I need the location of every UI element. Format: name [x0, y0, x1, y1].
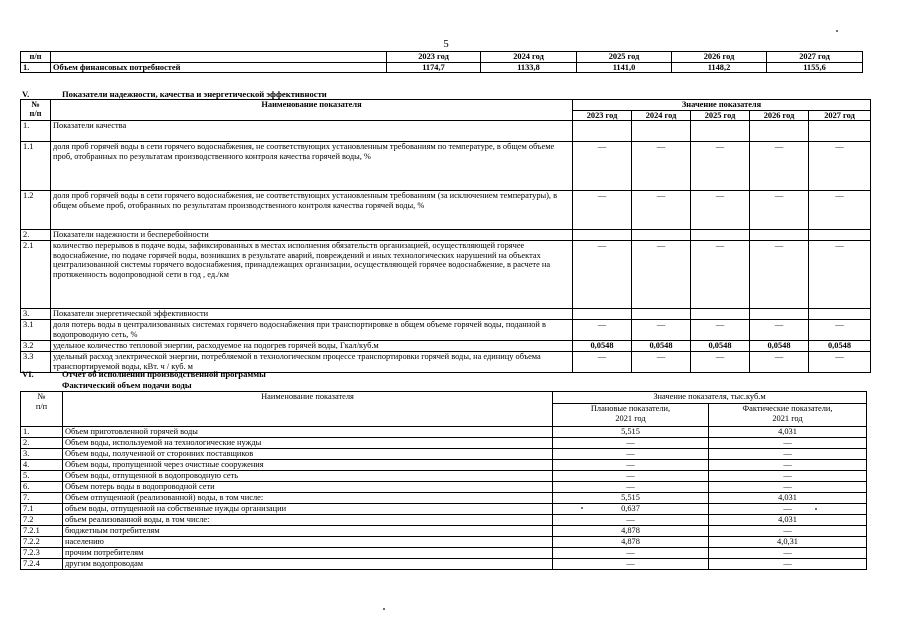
- col-name-header: Наименование показателя: [51, 100, 573, 121]
- section5-number: V.: [22, 89, 30, 99]
- quality-table-row: [21, 230, 871, 241]
- section6-title: Отчет об исполнении производственной программы: [62, 369, 266, 379]
- indicator-value: —: [632, 191, 691, 230]
- row-number: 7.2.2: [21, 537, 63, 548]
- finance-header-row: [21, 52, 863, 63]
- indicator-name: бюджетным потребителям: [63, 526, 553, 537]
- plan-value: 5,515: [553, 427, 709, 438]
- finance-header-cell: 2027 год: [767, 52, 863, 63]
- indicator-value: [573, 309, 632, 320]
- indicator-value: —: [809, 241, 871, 309]
- row-number: 1.1: [21, 142, 51, 191]
- indicator-name: Объем воды, используемой на технологические нужды: [63, 438, 553, 449]
- quality-table-row: [21, 142, 871, 191]
- finance-header-cell: 2023 год: [387, 52, 481, 63]
- row-number: 4.: [21, 460, 63, 471]
- supply-header-row: [21, 392, 867, 404]
- indicator-name: населению: [63, 537, 553, 548]
- finance-cell: 1133,8: [481, 62, 577, 73]
- indicator-value: —: [632, 320, 691, 341]
- supply-table-row: [21, 526, 867, 537]
- indicator-value: —: [691, 241, 750, 309]
- indicator-value: 0,0548: [750, 341, 809, 352]
- scan-speck: [836, 30, 838, 32]
- finance-cell: 1.: [21, 62, 51, 73]
- year-header: 2027 год: [809, 110, 871, 121]
- plan-value: 4,878: [553, 537, 709, 548]
- section6-heading: [22, 369, 266, 379]
- scan-speck: [815, 508, 817, 510]
- year-header: 2025 год: [691, 110, 750, 121]
- col-number-header: № п/п: [21, 100, 51, 121]
- col-number-header: № п/п: [21, 392, 63, 427]
- scan-speck: [383, 608, 385, 610]
- finance-row: [21, 62, 863, 73]
- fact-value: 4,0,31: [709, 537, 867, 548]
- indicator-value: —: [632, 241, 691, 309]
- indicator-name: объем воды, отпущенной на собственные нужды организации: [63, 504, 553, 515]
- indicator-value: 0,0548: [809, 341, 871, 352]
- indicator-value: 0,0548: [691, 341, 750, 352]
- indicator-name: Объем отпущенной (реализованной) воды, в том числе:: [63, 493, 553, 504]
- indicator-name: Объем воды, полученной от сторонних поставщиков: [63, 449, 553, 460]
- finance-cell: Объем финансовых потребностей: [51, 62, 387, 73]
- indicator-value: [632, 309, 691, 320]
- indicator-name: объем реализованной воды, в том числе:: [63, 515, 553, 526]
- scan-speck: [581, 507, 583, 509]
- group-heading: Показатели качества: [51, 121, 573, 142]
- indicator-name: Объем воды, пропущенной через очистные сооружения: [63, 460, 553, 471]
- row-number: 2.: [21, 438, 63, 449]
- row-number: 3.1: [21, 320, 51, 341]
- quality-table-row: [21, 121, 871, 142]
- row-number: 3.: [21, 309, 51, 320]
- row-number: 5.: [21, 471, 63, 482]
- indicator-name: прочим потребителям: [63, 548, 553, 559]
- indicator-name: Объем потерь воды в водопроводной сети: [63, 482, 553, 493]
- col-value-header: Значение показателя: [573, 100, 871, 111]
- indicator-value: —: [750, 142, 809, 191]
- col-value-header: Значение показателя, тыс.куб.м: [553, 392, 867, 404]
- fact-value: —: [709, 449, 867, 460]
- indicator-value: [750, 121, 809, 142]
- year-header: 2026 год: [750, 110, 809, 121]
- row-number: 3.3: [21, 352, 51, 373]
- plan-value: —: [553, 559, 709, 570]
- indicator-value: —: [573, 352, 632, 373]
- fact-value: —: [709, 471, 867, 482]
- supply-table-row: [21, 515, 867, 526]
- plan-value: —: [553, 471, 709, 482]
- supply-table-row: [21, 548, 867, 559]
- indicator-value: —: [750, 320, 809, 341]
- col-fact-header: Фактические показатели, 2021 год: [709, 404, 867, 427]
- supply-table-row: [21, 438, 867, 449]
- quality-header-row: [21, 100, 871, 111]
- indicator-name: количество перерывов в подаче воды, зафиксированных в местах исполнения обязательств организацией, осуществляющей горячее водоснабжение, по подаче горячей воды, возникших в результате аварий, повреждений и иных технологических нарушений на объектах централизованной системы горячего водоснабжения, принадлежащих организации, осуществляющей горячее водоснабжение, в расчете на протяженность водопроводной сети в год , ед./км: [51, 241, 573, 309]
- row-number: 3.2: [21, 341, 51, 352]
- plan-value: 4,878: [553, 526, 709, 537]
- indicator-name: удельный расход электрической энергии, потребляемой в технологическом процессе транспортировки горячей воды, на единицу объема транспортируемой воды, кВт. ч / куб. м: [51, 352, 573, 373]
- plan-value: —: [553, 449, 709, 460]
- indicator-value: [809, 121, 871, 142]
- indicator-value: —: [632, 352, 691, 373]
- indicator-value: —: [750, 191, 809, 230]
- indicator-value: [691, 230, 750, 241]
- row-number: 6.: [21, 482, 63, 493]
- indicator-value: [691, 309, 750, 320]
- indicator-value: [632, 230, 691, 241]
- row-number: 1.2: [21, 191, 51, 230]
- indicator-value: [809, 309, 871, 320]
- indicator-value: 0,0548: [632, 341, 691, 352]
- indicator-value: —: [809, 320, 871, 341]
- indicator-value: —: [573, 320, 632, 341]
- indicator-value: —: [750, 241, 809, 309]
- indicator-value: —: [573, 142, 632, 191]
- indicator-value: —: [573, 241, 632, 309]
- plan-value: —: [553, 548, 709, 559]
- finance-cell: 1148,2: [672, 62, 767, 73]
- quality-table-row: [21, 309, 871, 320]
- quality-indicators-table: [20, 99, 871, 373]
- indicator-name: Объем воды, отпущенной в водопроводную сеть: [63, 471, 553, 482]
- plan-value: 5,515: [553, 493, 709, 504]
- fact-value: —: [709, 526, 867, 537]
- fact-value: —: [709, 460, 867, 471]
- indicator-name: доля потерь воды в централизованных системах горячего водоснабжения при транспортировке в общем объеме горячей воды, поданной в водопроводную сеть, %: [51, 320, 573, 341]
- row-number: 2.: [21, 230, 51, 241]
- section6-number: VI.: [22, 369, 34, 379]
- section5-title: Показатели надежности, качества и энергетической эффективности: [62, 89, 327, 99]
- supply-table-row: [21, 427, 867, 438]
- supply-table-row: [21, 537, 867, 548]
- supply-table-row: [21, 493, 867, 504]
- finance-header-cell: 2024 год: [481, 52, 577, 63]
- indicator-name: другим водопроводам: [63, 559, 553, 570]
- fact-value: —: [709, 548, 867, 559]
- quality-table-row: [21, 341, 871, 352]
- row-number: 7.2: [21, 515, 63, 526]
- indicator-value: —: [750, 352, 809, 373]
- fact-value: 4,031: [709, 427, 867, 438]
- page-number: 5: [443, 38, 449, 50]
- row-number: 7.2.4: [21, 559, 63, 570]
- row-number: 2.1: [21, 241, 51, 309]
- plan-value: —: [553, 438, 709, 449]
- indicator-value: [573, 121, 632, 142]
- group-heading: Показатели надежности и бесперебойности: [51, 230, 573, 241]
- section6-subtitle: Фактический объем подачи воды: [62, 380, 192, 390]
- finance-cell: 1155,6: [767, 62, 863, 73]
- indicator-name: Объем приготовленной горячей воды: [63, 427, 553, 438]
- fact-value: —: [709, 504, 867, 515]
- quality-table-row: [21, 191, 871, 230]
- plan-value: 0,637: [553, 504, 709, 515]
- indicator-value: —: [632, 142, 691, 191]
- supply-table-row: [21, 482, 867, 493]
- year-header: 2024 год: [632, 110, 691, 121]
- finance-cell: 1141,0: [577, 62, 672, 73]
- supply-table-row: [21, 559, 867, 570]
- water-supply-table: [20, 391, 867, 570]
- year-header: 2023 год: [573, 110, 632, 121]
- indicator-value: —: [809, 352, 871, 373]
- quality-table-row: [21, 241, 871, 309]
- indicator-name: доля проб горячей воды в сети горячего водоснабжения, не соответствующих установленным требованиям (за исключением температуры), в общем объеме проб, отобранных по результатам производственного контроля качества горячей воды, %: [51, 191, 573, 230]
- plan-value: —: [553, 482, 709, 493]
- indicator-value: 0,0548: [573, 341, 632, 352]
- indicator-name: удельное количество тепловой энергии, расходуемое на подогрев горячей воды, Гкал/куб.м: [51, 341, 573, 352]
- indicator-value: [573, 230, 632, 241]
- supply-table-row: [21, 471, 867, 482]
- fact-value: —: [709, 482, 867, 493]
- col-plan-header: Плановые показатели, 2021 год: [553, 404, 709, 427]
- indicator-value: [750, 309, 809, 320]
- indicator-value: [750, 230, 809, 241]
- supply-table-row: [21, 460, 867, 471]
- indicator-value: —: [691, 142, 750, 191]
- col-name-header: Наименование показателя: [63, 392, 553, 427]
- finance-header-cell: 2026 год: [672, 52, 767, 63]
- indicator-value: —: [691, 352, 750, 373]
- indicator-value: [632, 121, 691, 142]
- row-number: 3.: [21, 449, 63, 460]
- fact-value: 4,031: [709, 493, 867, 504]
- indicator-value: —: [691, 320, 750, 341]
- row-number: 1.: [21, 427, 63, 438]
- plan-value: —: [553, 460, 709, 471]
- plan-value: —: [553, 515, 709, 526]
- supply-table-row: [21, 504, 867, 515]
- row-number: 7.: [21, 493, 63, 504]
- indicator-value: —: [809, 142, 871, 191]
- indicator-value: [691, 121, 750, 142]
- supply-table-row: [21, 449, 867, 460]
- row-number: 7.1: [21, 504, 63, 515]
- row-number: 1.: [21, 121, 51, 142]
- indicator-value: —: [809, 191, 871, 230]
- quality-table-row: [21, 320, 871, 341]
- group-heading: Показатели энергетической эффективности: [51, 309, 573, 320]
- section5-heading: [22, 89, 327, 99]
- finance-header-cell: п/п: [21, 52, 51, 63]
- row-number: 7.2.3: [21, 548, 63, 559]
- finance-header-cell: [51, 52, 387, 63]
- finance-header-cell: 2025 год: [577, 52, 672, 63]
- indicator-name: доля проб горячей воды в сети горячего водоснабжения, не соответствующих установленным требованиям по температуре, в общем объеме проб, отобранных по результатам производственного контроля качества горячей воды, %: [51, 142, 573, 191]
- indicator-value: [809, 230, 871, 241]
- fact-value: 4,031: [709, 515, 867, 526]
- indicator-value: —: [691, 191, 750, 230]
- fact-value: —: [709, 559, 867, 570]
- fact-value: —: [709, 438, 867, 449]
- row-number: 7.2.1: [21, 526, 63, 537]
- indicator-value: —: [573, 191, 632, 230]
- finance-cell: 1174,7: [387, 62, 481, 73]
- finance-table: [20, 51, 863, 73]
